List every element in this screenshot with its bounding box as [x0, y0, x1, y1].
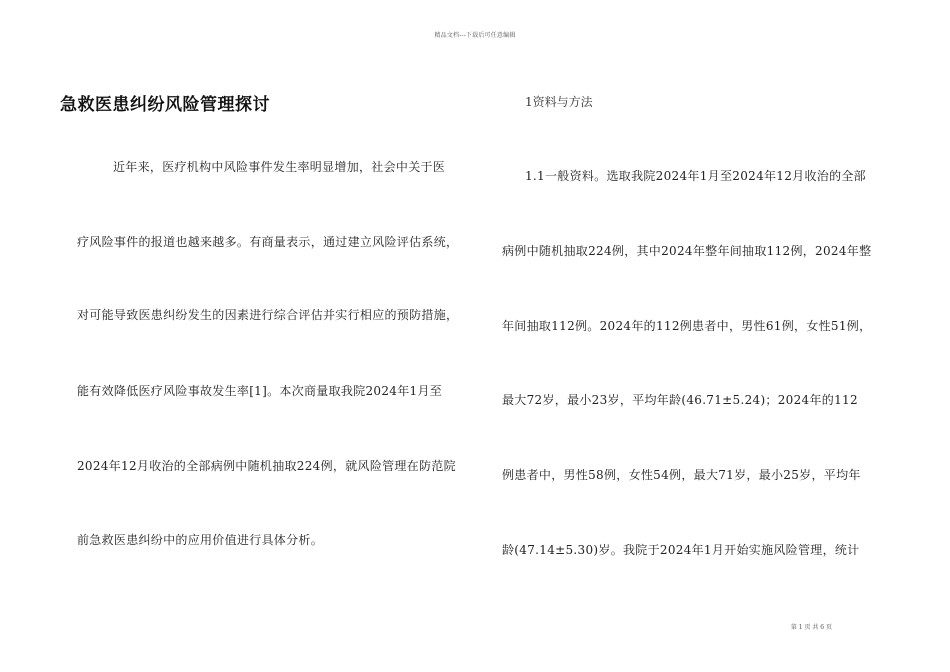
page-number-footer: 第 1 页 共 6 页 [790, 624, 832, 631]
page-header-note: 精品文档---下载后可任意编辑 [434, 32, 516, 39]
paragraph-line: 1.1一般资料。选取我院2024年1月至2024年12月收治的全部 [525, 169, 866, 183]
paragraph-line: 2024年12月收治的全部病例中随机抽取224例，就风险管理在防范院 [77, 459, 456, 473]
document-title: 急救医患纠纷风险管理探讨 [60, 95, 270, 115]
paragraph-line: 能有效降低医疗风险事故发生率[1]。本次商量取我院2024年1月至 [77, 384, 443, 398]
paragraph-line: 疗风险事件的报道也越来越多。有商量表示，通过建立风险评估系统， [77, 235, 459, 249]
paragraph-line: 最大72岁，最小23岁，平均年龄(46.71±5.24)；2024年的112 [502, 393, 858, 407]
paragraph-line: 近年来，医疗机构中风险事件发生率明显增加，社会中关于医 [113, 160, 446, 174]
paragraph-line: 年间抽取112例。2024年的112例患者中，男性61例，女性51例， [502, 319, 872, 333]
paragraph-line: 例患者中，男性58例，女性54例，最大71岁，最小25岁，平均年 [502, 468, 861, 482]
paragraph-line: 病例中随机抽取224例，其中2024年整年间抽取112例，2024年整 [502, 244, 872, 258]
paragraph-line: 龄(47.14±5.30)岁。我院于2024年1月开始实施风险管理，统计 [502, 543, 860, 557]
section-heading: 1资料与方法 [525, 95, 593, 109]
paragraph-line: 对可能导致医患纠纷发生的因素进行综合评估并实行相应的预防措施， [77, 308, 459, 322]
paragraph-line: 前急救医患纠纷中的应用价值进行具体分析。 [77, 533, 324, 547]
